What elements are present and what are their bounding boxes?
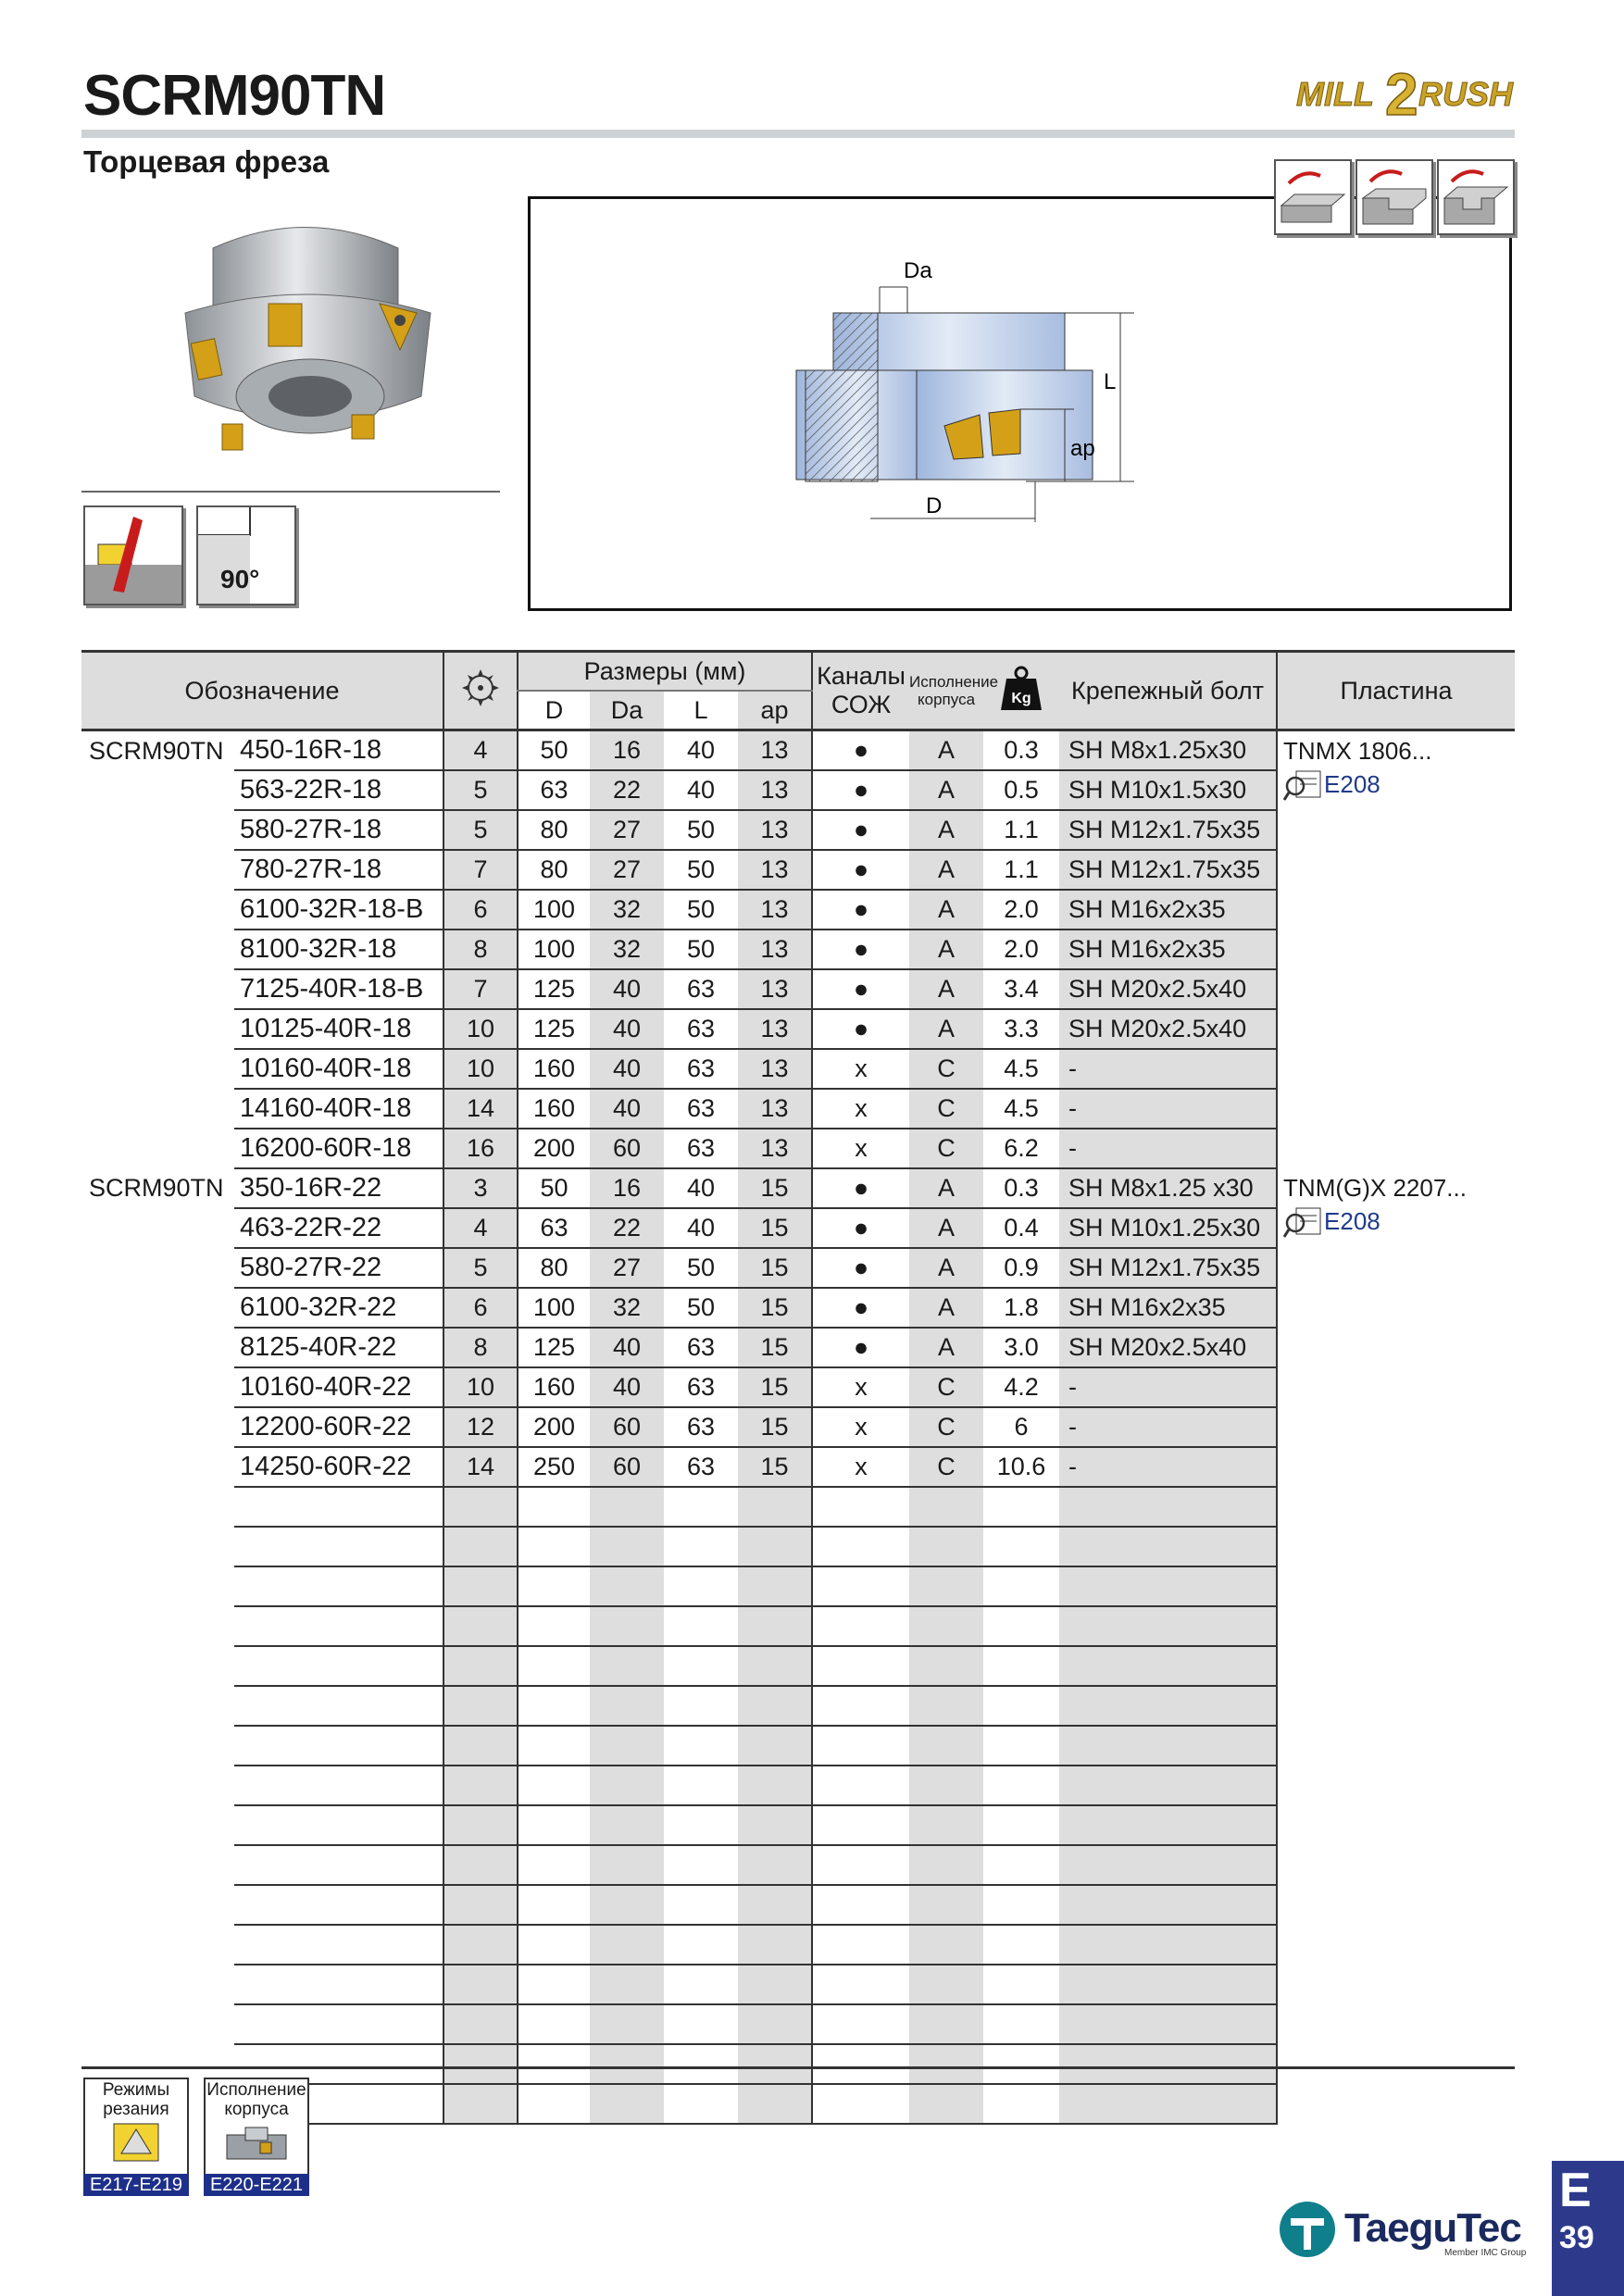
insert-name: TNMX 1806... bbox=[1283, 737, 1432, 765]
series-name bbox=[81, 1288, 234, 1328]
cell-body: A bbox=[909, 969, 983, 1009]
designation-cell: 450-16R-18 bbox=[234, 730, 443, 771]
cell-cool: ● bbox=[812, 1328, 909, 1367]
insert-ref[interactable]: E208 bbox=[1324, 769, 1380, 798]
cell-kg: 3.3 bbox=[983, 1009, 1059, 1049]
series-name bbox=[81, 770, 234, 810]
cell-cool: ● bbox=[812, 1009, 909, 1049]
cell-da: 27 bbox=[590, 850, 664, 890]
cell-kg: 6 bbox=[983, 1407, 1059, 1447]
cell-da: 16 bbox=[590, 730, 664, 771]
cell-da: 40 bbox=[590, 1367, 664, 1407]
header-l: L bbox=[664, 691, 738, 730]
coolant-line2: СОЖ bbox=[831, 691, 892, 718]
cell-kg: 1.1 bbox=[983, 810, 1059, 850]
cell-l: 63 bbox=[664, 1049, 738, 1089]
cell-cool: x bbox=[812, 1049, 909, 1089]
cell-da: 32 bbox=[590, 890, 664, 930]
label-da: Da bbox=[904, 258, 932, 283]
cell-da: 16 bbox=[590, 1168, 664, 1208]
cell-bolt: SH M10x1.5x30 bbox=[1059, 770, 1277, 810]
designation-cell: 8125-40R-22 bbox=[234, 1328, 443, 1367]
designation-cell: 14250-60R-22 bbox=[234, 1447, 443, 1487]
cell-l: 50 bbox=[664, 850, 738, 890]
cell-d: 160 bbox=[518, 1367, 590, 1407]
cell-d: 100 bbox=[518, 1288, 590, 1328]
cell-l: 50 bbox=[664, 1288, 738, 1328]
cell-ap: 13 bbox=[738, 730, 812, 771]
empty-row bbox=[81, 1726, 1515, 1766]
cell-cool: ● bbox=[812, 969, 909, 1009]
series-name: SCRM90TN bbox=[89, 736, 224, 765]
empty-row bbox=[81, 1965, 1515, 2004]
cell-z: 7 bbox=[443, 969, 518, 1009]
cell-bolt: SH M16x2x35 bbox=[1059, 1288, 1277, 1328]
cell-bolt: - bbox=[1059, 1407, 1277, 1447]
empty-row bbox=[81, 1885, 1515, 1925]
cell-l: 63 bbox=[664, 1009, 738, 1049]
cell-cool: x bbox=[812, 1447, 909, 1487]
cell-kg: 0.9 bbox=[983, 1248, 1059, 1288]
empty-row bbox=[81, 1686, 1515, 1726]
cell-kg: 4.5 bbox=[983, 1049, 1059, 1089]
body-line1: Исполнение bbox=[909, 673, 999, 691]
cell-l: 63 bbox=[664, 1129, 738, 1168]
empty-row bbox=[81, 1527, 1515, 1566]
cell-cool: ● bbox=[812, 1248, 909, 1288]
cell-cool: ● bbox=[812, 930, 909, 969]
cell-body: A bbox=[909, 890, 983, 930]
catalog-lookup-icon bbox=[1283, 769, 1324, 803]
series-name bbox=[81, 850, 234, 890]
designation-cell: 14160-40R-18 bbox=[234, 1089, 443, 1129]
body-line2: корпуса bbox=[918, 691, 976, 708]
cell-l: 40 bbox=[664, 770, 738, 810]
cell-bolt: SH M10x1.25x30 bbox=[1059, 1208, 1277, 1248]
cell-cool: ● bbox=[812, 1208, 909, 1248]
header-body bbox=[909, 652, 999, 730]
designation-cell: 6100-32R-18-B bbox=[234, 890, 443, 930]
header-insert: Пластина bbox=[1277, 652, 1515, 730]
cell-ap: 15 bbox=[738, 1208, 812, 1248]
cell-l: 50 bbox=[664, 890, 738, 930]
brand-name: TaeguTec bbox=[1344, 2205, 1521, 2251]
cell-body: A bbox=[909, 930, 983, 969]
cell-bolt: - bbox=[1059, 1049, 1277, 1089]
cell-d: 80 bbox=[518, 810, 590, 850]
cell-z: 5 bbox=[443, 810, 518, 850]
cell-cool: ● bbox=[812, 770, 909, 810]
insert-cell bbox=[1277, 730, 1515, 1169]
cell-body: A bbox=[909, 1208, 983, 1248]
cell-l: 50 bbox=[664, 810, 738, 850]
cell-l: 63 bbox=[664, 1089, 738, 1129]
cell-kg: 3.4 bbox=[983, 969, 1059, 1009]
page-title: SCRM90TN bbox=[83, 64, 386, 128]
cell-l: 40 bbox=[664, 730, 738, 771]
header-dimensions: Размеры (мм) bbox=[518, 652, 812, 692]
insert-ref[interactable]: E208 bbox=[1324, 1206, 1380, 1235]
cell-ap: 13 bbox=[738, 1049, 812, 1089]
cell-cool: ● bbox=[812, 890, 909, 930]
cell-bolt: SH M12x1.75x35 bbox=[1059, 810, 1277, 850]
series-name bbox=[81, 969, 234, 1009]
svg-text:Kg: Kg bbox=[1011, 690, 1031, 706]
cell-l: 40 bbox=[664, 1168, 738, 1208]
label-d: D bbox=[926, 493, 943, 518]
table-body bbox=[81, 730, 1515, 2125]
cutting-ref[interactable]: E217-E219 bbox=[83, 2174, 189, 2196]
catalog-lookup-icon bbox=[1283, 1206, 1324, 1240]
cell-z: 5 bbox=[443, 1248, 518, 1288]
empty-row bbox=[81, 1646, 1515, 1686]
cutter-photo bbox=[157, 211, 454, 470]
cell-z: 6 bbox=[443, 1288, 518, 1328]
cell-bolt: SH M16x2x35 bbox=[1059, 890, 1277, 930]
cell-body: A bbox=[909, 1168, 983, 1208]
header-weight bbox=[983, 652, 1059, 730]
cell-bolt: SH M8x1.25 x30 bbox=[1059, 1168, 1277, 1208]
cell-ap: 15 bbox=[738, 1248, 812, 1288]
angle-label: 90° bbox=[220, 565, 260, 593]
cutting-label-1: Режимы bbox=[102, 2080, 170, 2100]
series-name bbox=[81, 1328, 234, 1367]
cell-da: 40 bbox=[590, 969, 664, 1009]
designation-cell: 350-16R-22 bbox=[234, 1168, 443, 1208]
empty-row bbox=[81, 1606, 1515, 1646]
cell-d: 125 bbox=[518, 1328, 590, 1367]
series-name bbox=[81, 1129, 234, 1168]
table-row bbox=[81, 1168, 1515, 1208]
cell-bolt: SH M20x2.5x40 bbox=[1059, 1009, 1277, 1049]
insert-engagement-icon bbox=[83, 505, 183, 605]
cell-body: A bbox=[909, 1009, 983, 1049]
cell-bolt: - bbox=[1059, 1129, 1277, 1168]
body-label-2: корпуса bbox=[224, 2100, 289, 2119]
table-header bbox=[81, 652, 1515, 730]
header-d: D bbox=[518, 691, 590, 730]
cell-cool: x bbox=[812, 1129, 909, 1168]
weight-icon bbox=[999, 664, 1043, 712]
cell-ap: 15 bbox=[738, 1447, 812, 1487]
series-name bbox=[81, 1009, 234, 1049]
cell-cool: ● bbox=[812, 1168, 909, 1208]
cell-da: 60 bbox=[590, 1407, 664, 1447]
cell-d: 80 bbox=[518, 850, 590, 890]
cell-body: A bbox=[909, 1288, 983, 1328]
page-subtitle: Торцевая фреза bbox=[83, 144, 330, 179]
cell-bolt: - bbox=[1059, 1447, 1277, 1487]
cell-kg: 0.4 bbox=[983, 1208, 1059, 1248]
designation-cell: 780-27R-18 bbox=[234, 850, 443, 890]
cell-cool: ● bbox=[812, 730, 909, 771]
designation-cell: 10125-40R-18 bbox=[234, 1009, 443, 1049]
cell-ap: 15 bbox=[738, 1367, 812, 1407]
cell-kg: 1.1 bbox=[983, 850, 1059, 890]
cell-kg: 6.2 bbox=[983, 1129, 1059, 1168]
cell-da: 60 bbox=[590, 1447, 664, 1487]
shoulder-milling-op-icon bbox=[1355, 159, 1433, 235]
cell-da: 40 bbox=[590, 1328, 664, 1367]
series-name bbox=[81, 1407, 234, 1447]
empty-row bbox=[81, 1566, 1515, 1606]
cell-bolt: SH M20x2.5x40 bbox=[1059, 1328, 1277, 1367]
header-coolant bbox=[812, 652, 909, 730]
cell-ap: 13 bbox=[738, 1129, 812, 1168]
cell-z: 6 bbox=[443, 890, 518, 930]
designation-cell: 12200-60R-22 bbox=[234, 1407, 443, 1447]
designation-cell: 6100-32R-22 bbox=[234, 1288, 443, 1328]
cell-d: 200 bbox=[518, 1129, 590, 1168]
series-name bbox=[81, 930, 234, 969]
cell-cool: ● bbox=[812, 1288, 909, 1328]
cell-z: 14 bbox=[443, 1447, 518, 1487]
cell-da: 32 bbox=[590, 930, 664, 969]
cell-cool: x bbox=[812, 1407, 909, 1447]
table-row bbox=[81, 730, 1515, 771]
designation-cell: 8100-32R-18 bbox=[234, 930, 443, 969]
svg-text:2: 2 bbox=[1385, 61, 1418, 128]
cell-cool: x bbox=[812, 1089, 909, 1129]
cutting-data-icon bbox=[108, 2120, 164, 2165]
slot-milling-op-icon bbox=[1437, 159, 1515, 235]
body-design-link[interactable] bbox=[204, 2078, 309, 2195]
empty-row bbox=[81, 2004, 1515, 2044]
cell-ap: 13 bbox=[738, 890, 812, 930]
cell-z: 10 bbox=[443, 1367, 518, 1407]
cutter-dimension-drawing bbox=[778, 250, 1167, 537]
header-da: Da bbox=[590, 691, 664, 730]
cell-bolt: SH M12x1.75x35 bbox=[1059, 850, 1277, 890]
table-bottom-rule bbox=[81, 2066, 1515, 2069]
cell-kg: 2.0 bbox=[983, 890, 1059, 930]
designation-cell: 563-22R-18 bbox=[234, 770, 443, 810]
cell-kg: 2.0 bbox=[983, 930, 1059, 969]
cell-z: 14 bbox=[443, 1089, 518, 1129]
empty-row bbox=[81, 1487, 1515, 1527]
designation-cell: 10160-40R-18 bbox=[234, 1049, 443, 1089]
cell-body: C bbox=[909, 1367, 983, 1407]
body-ref[interactable]: E220-E221 bbox=[204, 2174, 309, 2196]
section-letter: E bbox=[1559, 2164, 1592, 2217]
cell-da: 32 bbox=[590, 1288, 664, 1328]
cell-cool: ● bbox=[812, 810, 909, 850]
cell-d: 250 bbox=[518, 1447, 590, 1487]
cell-ap: 15 bbox=[738, 1328, 812, 1367]
taegutec-logo-icon bbox=[1278, 2200, 1337, 2259]
cell-da: 27 bbox=[590, 1248, 664, 1288]
cell-l: 50 bbox=[664, 930, 738, 969]
cell-z: 5 bbox=[443, 770, 518, 810]
cell-ap: 13 bbox=[738, 930, 812, 969]
cell-ap: 13 bbox=[738, 969, 812, 1009]
cell-d: 50 bbox=[518, 730, 590, 771]
cell-ap: 13 bbox=[738, 810, 812, 850]
insert-link[interactable] bbox=[1283, 769, 1515, 803]
insert-link[interactable] bbox=[1283, 1206, 1515, 1240]
cell-kg: 0.5 bbox=[983, 770, 1059, 810]
cell-ap: 13 bbox=[738, 1089, 812, 1129]
cell-l: 50 bbox=[664, 1248, 738, 1288]
cell-d: 200 bbox=[518, 1407, 590, 1447]
series-name bbox=[81, 1208, 234, 1248]
label-ap: ap bbox=[1070, 436, 1095, 461]
face-milling-op-icon bbox=[1274, 159, 1352, 235]
series-name bbox=[81, 890, 234, 930]
cell-cool: x bbox=[812, 1367, 909, 1407]
designation-cell: 16200-60R-18 bbox=[234, 1129, 443, 1168]
cell-ap: 15 bbox=[738, 1288, 812, 1328]
cell-kg: 0.3 bbox=[983, 730, 1059, 771]
cell-kg: 10.6 bbox=[983, 1447, 1059, 1487]
cell-z: 7 bbox=[443, 850, 518, 890]
cell-kg: 4.2 bbox=[983, 1367, 1059, 1407]
cell-body: A bbox=[909, 1328, 983, 1367]
body-design-icon bbox=[219, 2120, 294, 2165]
designation-cell: 10160-40R-22 bbox=[234, 1367, 443, 1407]
series-name bbox=[81, 810, 234, 850]
cell-da: 40 bbox=[590, 1049, 664, 1089]
series-name bbox=[81, 1447, 234, 1487]
body-label-1: Исполнение bbox=[206, 2080, 306, 2100]
series-name bbox=[81, 1367, 234, 1407]
cell-z: 4 bbox=[443, 730, 518, 771]
cell-z: 8 bbox=[443, 1328, 518, 1367]
cell-kg: 0.3 bbox=[983, 1168, 1059, 1208]
series-name: SCRM90TN bbox=[89, 1174, 224, 1202]
series-name bbox=[81, 1248, 234, 1288]
cell-l: 63 bbox=[664, 1447, 738, 1487]
cell-d: 125 bbox=[518, 1009, 590, 1049]
cell-body: C bbox=[909, 1129, 983, 1168]
cell-d: 125 bbox=[518, 969, 590, 1009]
empty-row bbox=[81, 1805, 1515, 1845]
cell-body: C bbox=[909, 1447, 983, 1487]
header-teeth bbox=[443, 652, 518, 730]
cell-z: 12 bbox=[443, 1407, 518, 1447]
cell-d: 63 bbox=[518, 770, 590, 810]
cell-l: 63 bbox=[664, 1328, 738, 1367]
cell-cool: ● bbox=[812, 850, 909, 890]
empty-row bbox=[81, 1766, 1515, 1805]
cell-ap: 15 bbox=[738, 1168, 812, 1208]
cell-bolt: SH M12x1.75x35 bbox=[1059, 1248, 1277, 1288]
cell-d: 63 bbox=[518, 1208, 590, 1248]
coolant-line1: Каналы bbox=[817, 662, 906, 690]
designation-cell: 463-22R-22 bbox=[234, 1208, 443, 1248]
cell-ap: 13 bbox=[738, 770, 812, 810]
designation-cell: 580-27R-18 bbox=[234, 810, 443, 850]
label-l: L bbox=[1104, 369, 1117, 394]
cell-l: 63 bbox=[664, 1367, 738, 1407]
cell-body: A bbox=[909, 730, 983, 771]
cell-z: 3 bbox=[443, 1168, 518, 1208]
cell-da: 40 bbox=[590, 1009, 664, 1049]
cell-ap: 13 bbox=[738, 1009, 812, 1049]
cell-l: 40 bbox=[664, 1208, 738, 1248]
photo-divider bbox=[81, 491, 500, 493]
cell-body: C bbox=[909, 1049, 983, 1089]
cell-kg: 4.5 bbox=[983, 1089, 1059, 1129]
cutting-label-2: резания bbox=[103, 2100, 169, 2119]
designation-cell: 580-27R-22 bbox=[234, 1248, 443, 1288]
cutting-data-link[interactable] bbox=[83, 2078, 189, 2195]
cell-body: C bbox=[909, 1407, 983, 1447]
header-ap: ap bbox=[738, 691, 812, 730]
cell-kg: 3.0 bbox=[983, 1328, 1059, 1367]
cell-d: 80 bbox=[518, 1248, 590, 1288]
cell-z: 8 bbox=[443, 930, 518, 969]
cell-bolt: SH M20x2.5x40 bbox=[1059, 969, 1277, 1009]
cell-z: 10 bbox=[443, 1049, 518, 1089]
cell-da: 27 bbox=[590, 810, 664, 850]
empty-row bbox=[81, 1845, 1515, 1885]
cell-d: 160 bbox=[518, 1089, 590, 1129]
cell-d: 50 bbox=[518, 1168, 590, 1208]
series-name bbox=[81, 1049, 234, 1089]
empty-row bbox=[81, 1925, 1515, 1965]
cell-body: A bbox=[909, 1248, 983, 1288]
spec-table bbox=[81, 650, 1515, 2125]
cell-kg: 1.8 bbox=[983, 1288, 1059, 1328]
cell-bolt: - bbox=[1059, 1367, 1277, 1407]
cell-da: 60 bbox=[590, 1129, 664, 1168]
cell-body: A bbox=[909, 850, 983, 890]
cell-d: 160 bbox=[518, 1049, 590, 1089]
cell-bolt: SH M8x1.25x30 bbox=[1059, 730, 1277, 771]
brand-subtitle: Member IMC Group bbox=[1444, 2248, 1527, 2258]
svg-text:MILL: MILL bbox=[1296, 75, 1374, 113]
header-bolt: Крепежный болт bbox=[1059, 652, 1277, 730]
insert-cell bbox=[1277, 1168, 1515, 1487]
header-designation: Обозначение bbox=[81, 652, 443, 730]
cell-ap: 13 bbox=[738, 850, 812, 890]
cell-d: 100 bbox=[518, 890, 590, 930]
cell-l: 63 bbox=[664, 1407, 738, 1447]
cell-body: A bbox=[909, 810, 983, 850]
cell-ap: 15 bbox=[738, 1407, 812, 1447]
insert-name: TNM(G)X 2207... bbox=[1283, 1174, 1467, 1202]
cell-body: A bbox=[909, 770, 983, 810]
cell-da: 40 bbox=[590, 1089, 664, 1129]
svg-text:RUSH: RUSH bbox=[1418, 75, 1514, 113]
designation-cell: 7125-40R-18-B bbox=[234, 969, 443, 1009]
cell-z: 10 bbox=[443, 1009, 518, 1049]
page-number: 39 bbox=[1559, 2220, 1594, 2255]
cell-da: 22 bbox=[590, 1208, 664, 1248]
cutter-teeth-icon bbox=[458, 666, 503, 710]
cell-z: 16 bbox=[443, 1129, 518, 1168]
cell-l: 63 bbox=[664, 969, 738, 1009]
cell-z: 4 bbox=[443, 1208, 518, 1248]
cell-d: 100 bbox=[518, 930, 590, 969]
cell-bolt: SH M16x2x35 bbox=[1059, 930, 1277, 969]
mill2rush-logo bbox=[1293, 57, 1515, 131]
cell-da: 22 bbox=[590, 770, 664, 810]
series-name bbox=[81, 1089, 234, 1129]
cell-body: C bbox=[909, 1089, 983, 1129]
cell-bolt: - bbox=[1059, 1089, 1277, 1129]
